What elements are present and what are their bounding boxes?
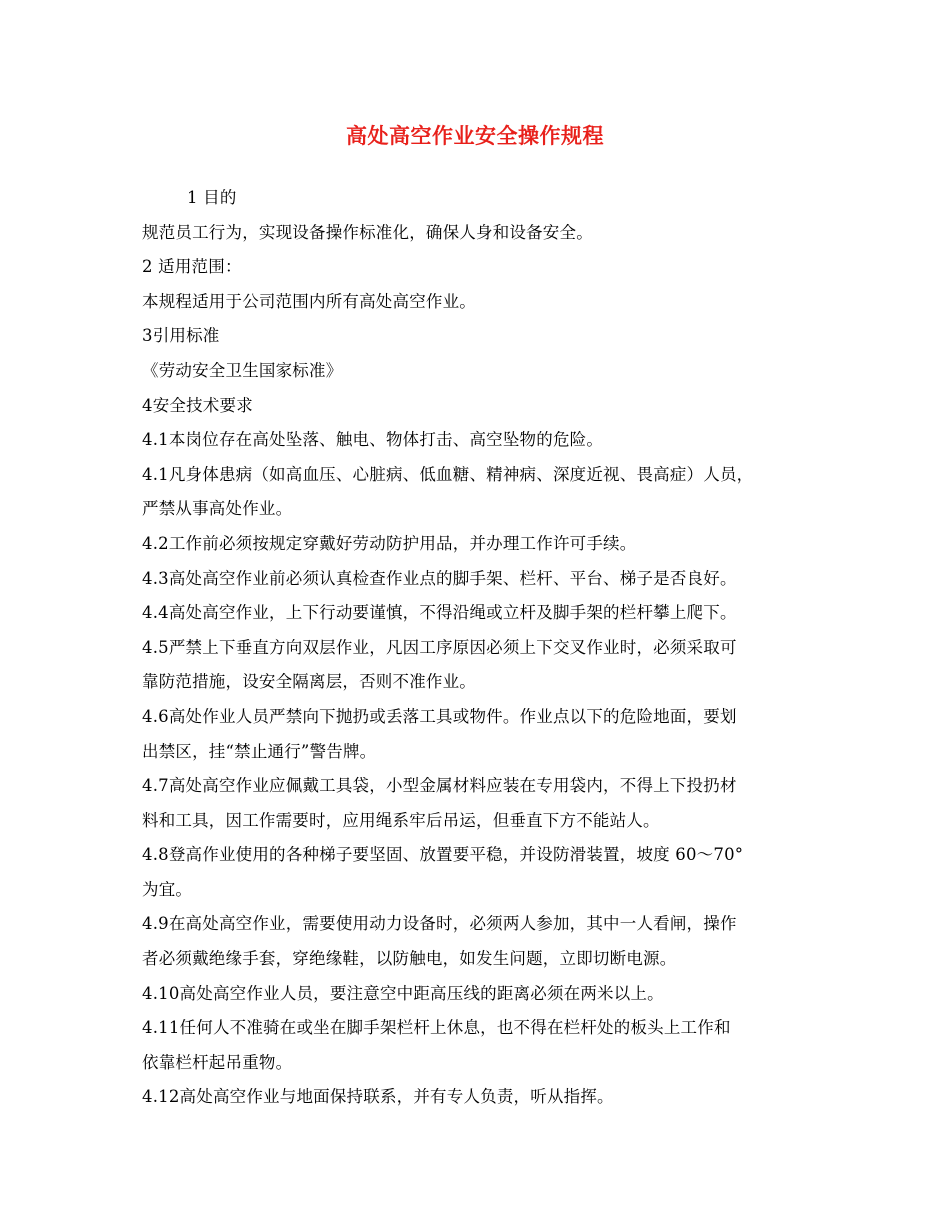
clause-line: 严禁从事高处作业。 (142, 499, 293, 519)
clause-line: 依靠栏杆起吊重物。 (142, 1052, 293, 1072)
paragraph-line: 本规程适用于公司范围内所有高处高空作业。 (142, 291, 476, 311)
paragraph-line: 规范员工行为，实现设备操作标准化，确保人身和设备安全。 (142, 222, 593, 242)
paragraph-line: 《劳动安全卫生国家标准》 (142, 360, 343, 380)
clause-line: 4.2工作前必须按规定穿戴好劳动防护用品，并办理工作许可手续。 (142, 533, 637, 553)
clause-line: 者必须戴绝缘手套，穿绝缘鞋，以防触电，如发生问题，立即切断电源。 (142, 949, 677, 969)
clause-line: 为宜。 (142, 879, 193, 899)
clause-line: 4.9在高处高空作业，需要使用动力设备时，必须两人参加，其中一人看闸，操作 (142, 914, 737, 934)
section-heading-references: 3引用标准 (142, 326, 220, 346)
clause-line: 4.12高处高空作业与地面保持联系，并有专人负责，听从指挥。 (142, 1087, 614, 1107)
document-title: 高处高空作业安全操作规程 (346, 123, 604, 148)
clause-line: 4.1凡身体患病（如高血压、心脏病、低血糖、精神病、深度近视、畏高症）人员， (142, 464, 754, 484)
document-body (142, 181, 822, 1115)
section-heading-scope: 2 适用范围： (142, 257, 242, 277)
clause-line: 4.7高处高空作业应佩戴工具袋，小型金属材料应装在专用袋内，不得上下投扔材 (142, 776, 737, 796)
clause-line: 出禁区，挂“禁止通行”警告牌。 (142, 741, 377, 761)
clause-line: 4.3高处高空作业前必须认真检查作业点的脚手架、栏杆、平台、梯子是否良好。 (142, 568, 737, 588)
clause-line: 4.5严禁上下垂直方向双层作业，凡因工序原因必须上下交叉作业时，必须采取可 (142, 637, 737, 657)
clause-line: 4.4高处高空作业，上下行动要谨慎，不得沿绳或立杆及脚手架的栏杆攀上爬下。 (142, 603, 737, 623)
clause-line: 料和工具，因工作需要时，应用绳系牢后吊运，但垂直下方不能站人。 (142, 810, 660, 830)
section-heading-requirements: 4安全技术要求 (142, 395, 253, 415)
clause-line: 4.11任何人不准骑在或坐在脚手架栏杆上休息，也不得在栏杆处的板头上工作和 (142, 1018, 731, 1038)
clause-line: 靠防范措施，设安全隔离层，否则不准作业。 (142, 672, 476, 692)
clause-line: 4.8登高作业使用的各种梯子要坚固、放置要平稳，并设防滑装置，坡度 60～70° (142, 845, 744, 865)
clause-line: 4.10高处高空作业人员，要注意空中距高压线的距离必须在两米以上。 (142, 983, 664, 1003)
clause-line: 4.6高处作业人员严禁向下抛扔或丢落工具或物件。作业点以下的危险地面，要划 (142, 706, 737, 726)
section-heading-purpose: 1 目的 (187, 188, 237, 207)
clause-line: 4.1本岗位存在高处坠落、触电、物体打击、高空坠物的危险。 (142, 430, 604, 450)
